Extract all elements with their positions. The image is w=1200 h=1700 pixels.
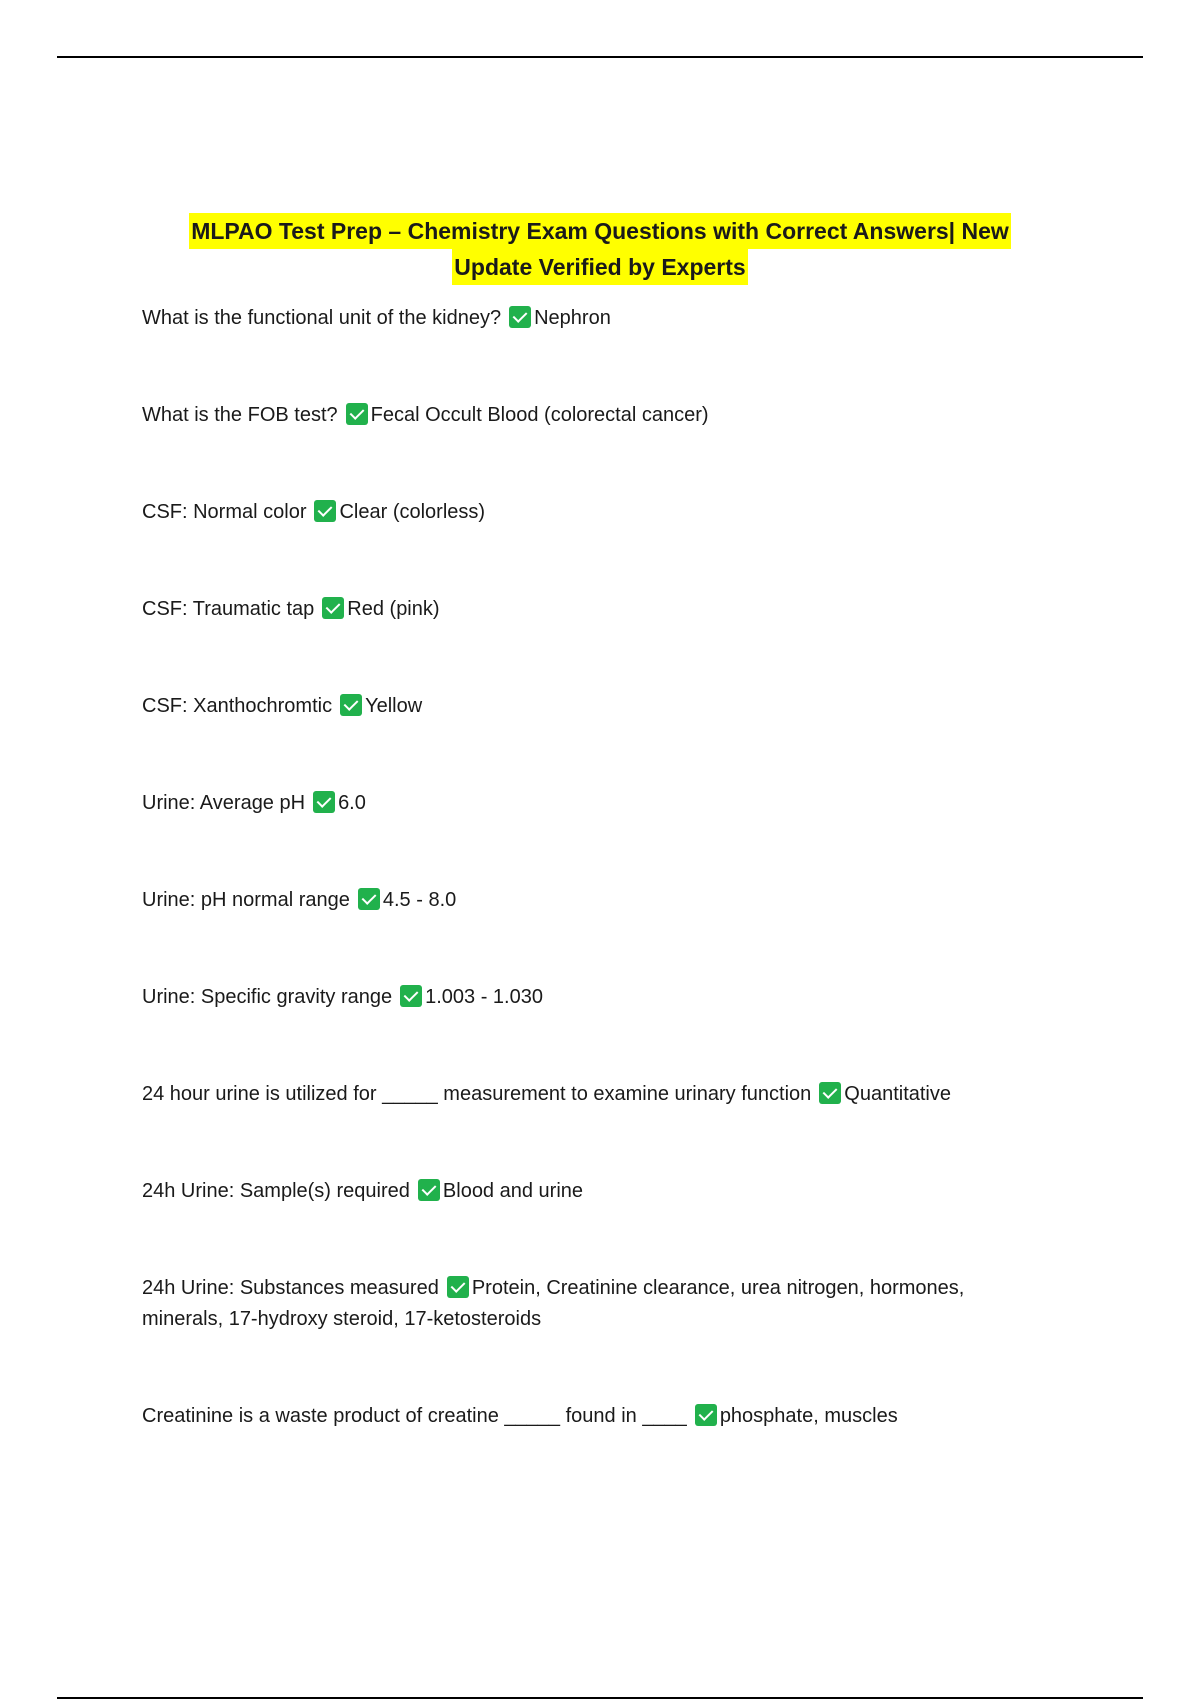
answer-text: Quantitative: [844, 1083, 951, 1105]
qa-list: [142, 303, 1042, 1498]
question-text: What is the functional unit of the kidney?: [142, 307, 502, 329]
green-checkbox-icon: [819, 1082, 841, 1104]
question-text: CSF: Traumatic tap: [142, 598, 315, 620]
answer-text: Blood and urine: [442, 1180, 584, 1202]
qa-item: [142, 1079, 1042, 1176]
qa-item: [142, 691, 1042, 788]
title-line-2: Update Verified by Experts: [452, 249, 747, 285]
green-checkbox-icon: [509, 306, 531, 328]
green-checkbox-icon: [340, 694, 362, 716]
answer-text: 6.0: [338, 792, 366, 814]
question-text: Urine: pH normal range: [142, 889, 350, 911]
top-rule: [57, 56, 1143, 58]
qa-item: [142, 303, 1042, 400]
question-text: Creatinine is a waste product of creatine _____ found in ____: [142, 1405, 687, 1427]
qa-item: [142, 885, 1042, 982]
green-checkbox-icon: [314, 500, 336, 522]
question-text: What is the FOB test?: [142, 404, 338, 426]
green-checkbox-icon: [447, 1276, 469, 1298]
qa-item: [142, 1273, 1042, 1401]
answer-text: Clear (colorless): [339, 501, 486, 523]
question-text: Urine: Average pH: [142, 792, 306, 814]
qa-item: [142, 497, 1042, 594]
answer-text: Fecal Occult Blood (colorectal cancer): [370, 404, 709, 426]
answer-text: phosphate, muscles: [719, 1405, 898, 1427]
qa-item: [142, 594, 1042, 691]
answer-text: Yellow: [365, 695, 423, 717]
green-checkbox-icon: [695, 1404, 717, 1426]
qa-item: [142, 400, 1042, 497]
answer-text: Nephron: [534, 307, 611, 329]
answer-text: 4.5 - 8.0: [382, 889, 457, 911]
answer-text: Red (pink): [347, 598, 440, 620]
document-title: [57, 213, 1143, 285]
question-text: CSF: Normal color: [142, 501, 307, 523]
question-text: CSF: Xanthochromtic: [142, 695, 333, 717]
qa-item: [142, 1176, 1042, 1273]
question-text: 24 hour urine is utilized for _____ measurement to examine urinary function: [142, 1083, 812, 1105]
question-text: 24h Urine: Sample(s) required: [142, 1180, 410, 1202]
qa-item: [142, 982, 1042, 1079]
question-text: 24h Urine: Substances measured: [142, 1277, 439, 1299]
green-checkbox-icon: [400, 985, 422, 1007]
qa-item: [142, 1401, 1042, 1498]
qa-item: [142, 788, 1042, 885]
bottom-rule: [57, 1697, 1143, 1699]
answer-text: 1.003 - 1.030: [425, 986, 543, 1008]
title-line-1: MLPAO Test Prep – Chemistry Exam Questions with Correct Answers| New: [189, 213, 1011, 249]
green-checkbox-icon: [322, 597, 344, 619]
green-checkbox-icon: [418, 1179, 440, 1201]
answer-text: Protein, Creatinine clearance, urea nitrogen, hormones, minerals, 17-hydroxy steroid, 17-ketosteroids: [142, 1277, 965, 1330]
green-checkbox-icon: [358, 888, 380, 910]
green-checkbox-icon: [346, 403, 368, 425]
question-text: Urine: Specific gravity range: [142, 986, 393, 1008]
green-checkbox-icon: [313, 791, 335, 813]
